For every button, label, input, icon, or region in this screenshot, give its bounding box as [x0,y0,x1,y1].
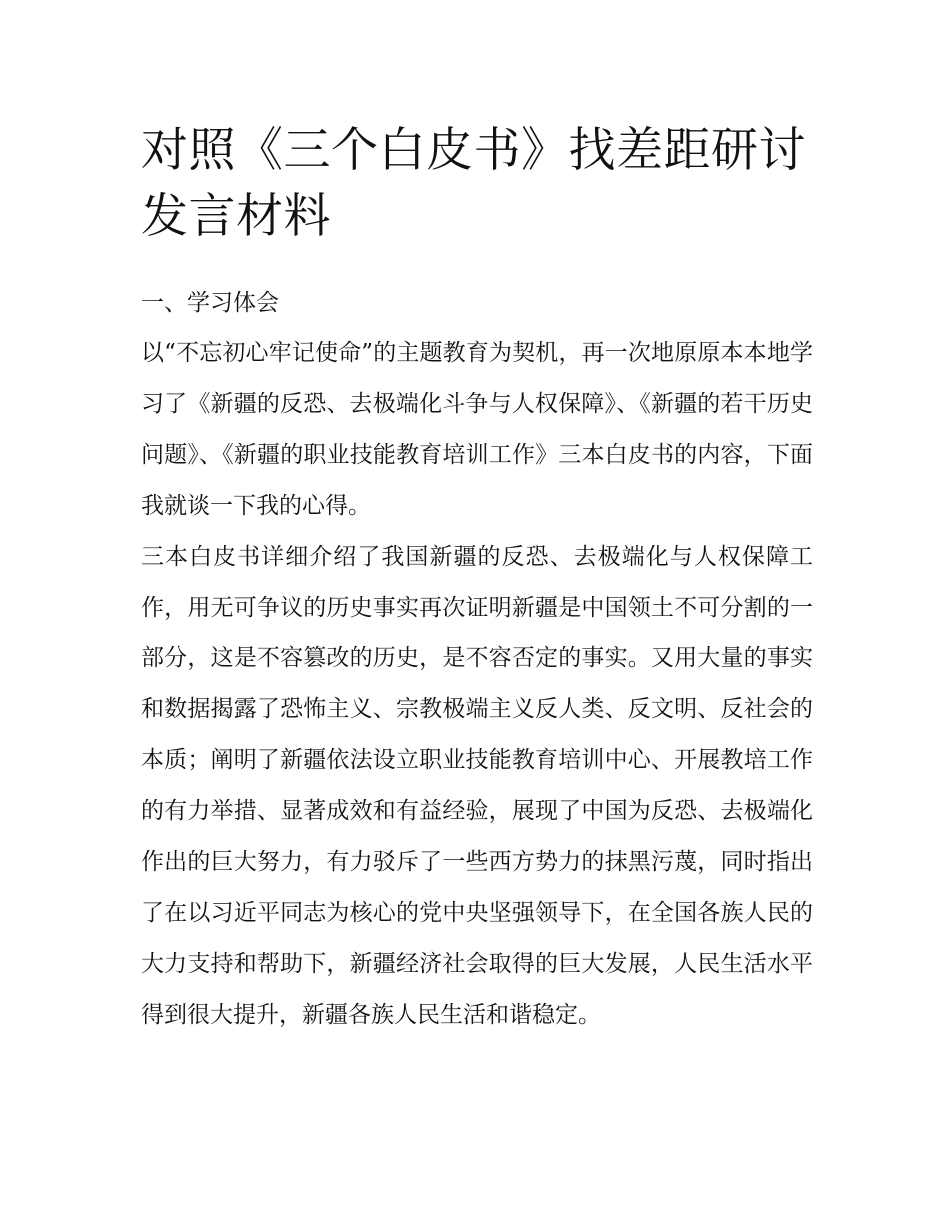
document-title: 对照《三个白皮书》找差距研讨发言材料 [141,123,806,244]
document-content [141,118,813,1041]
section-heading: 一、学习体会 [141,290,279,316]
paragraph-1: 以“不忘初心牢记使命”的主题教育为契机，再一次地原原本本地学习了《新疆的反恐、去极端化斗争与人权保障》、《新疆的若干历史问题》、《新疆的职业技能教育培训工作》三本白皮书的内容，下面我就谈一下我的心得。 [141,340,813,519]
paragraph-2: 三本白皮书详细介绍了我国新疆的反恐、去极端化与人权保障工作，用无可争议的历史事实再次证明新疆是中国领土不可分割的一部分，这是不容篡改的历史，是不容否定的事实。又用大量的事实和数据揭露了恐怖主义、宗教极端主义反人类、反文明、反社会的本质；阐明了新疆依法设立职业技能教育培训中心、开展教培工作的有力举措、显著成效和有益经验，展现了中国为反恐、去极端化作出的巨大努力，有力驳斥了一些西方势力的抹黑污蔑，同时指出了在以习近平同志为核心的党中央坚强领导下，在全国各族人民的大力支持和帮助下，新疆经济社会取得的巨大发展，人民生活水平得到很大提升，新疆各族人民生活和谐稳定。 [141,543,813,1028]
